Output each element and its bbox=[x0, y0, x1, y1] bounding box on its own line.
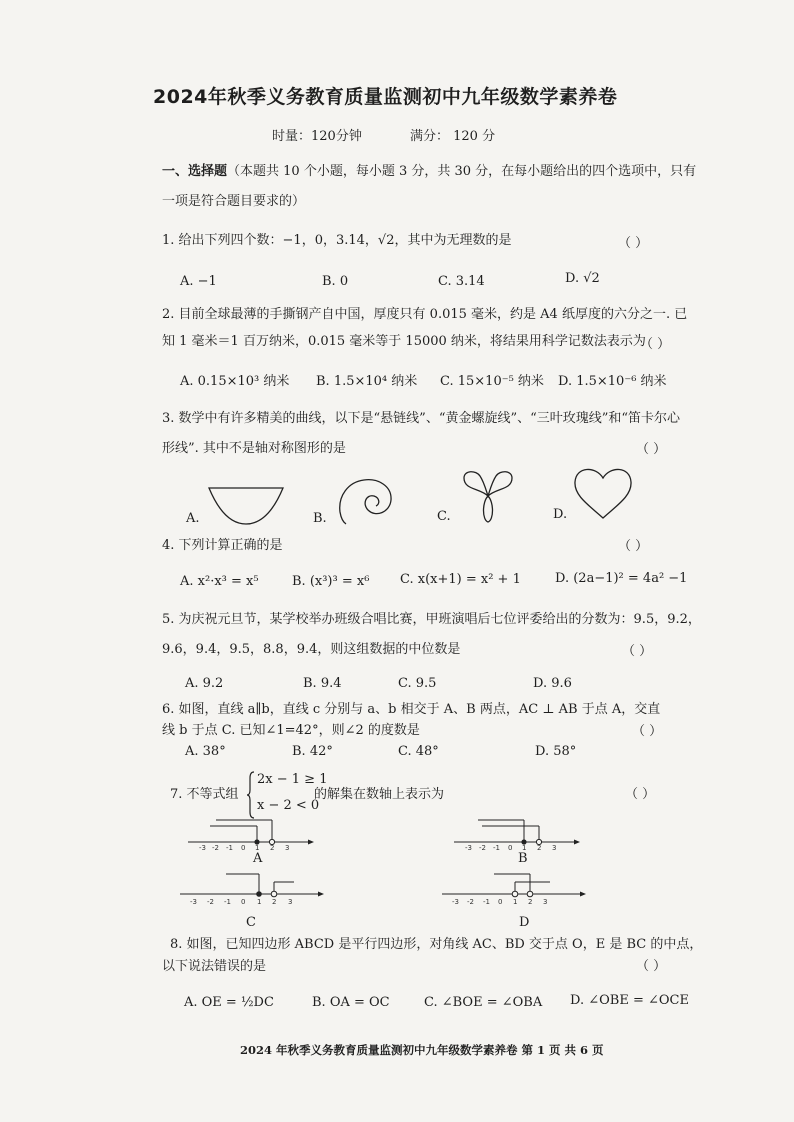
q6-answer-paren[interactable]: （ ） bbox=[632, 724, 663, 739]
q2-option-b: B. 1.5×10⁴ 纳米 bbox=[316, 374, 418, 389]
system-brace-icon bbox=[246, 770, 256, 820]
three-leaf-rose-figure bbox=[458, 468, 518, 524]
q8-option-d: D. ∠OBE = ∠OCE bbox=[570, 993, 689, 1008]
cardioid-figure bbox=[572, 464, 634, 520]
q6-option-b: B. 42° bbox=[292, 744, 333, 759]
q3-label-c: C. bbox=[437, 509, 451, 524]
number-line-d bbox=[440, 870, 590, 910]
section-instructions-line1 bbox=[162, 163, 696, 181]
number-line-label-d: D bbox=[519, 915, 530, 930]
number-line-label-c: C bbox=[246, 915, 256, 930]
section-heading: 一、选择题 bbox=[162, 164, 228, 179]
tick-label: 3 bbox=[552, 844, 557, 852]
q3-line1: 3. 数学中有许多精美的曲线，以下是“悬链线”、“黄金螺旋线”、“三叶玫瑰线”和“笛卡尔心 bbox=[162, 411, 681, 426]
q6-option-d: D. 58° bbox=[535, 744, 577, 759]
tick-label: -1 bbox=[224, 898, 231, 906]
number-line-label-b: B bbox=[518, 851, 528, 866]
q2-option-a: A. 0.15×10³ 纳米 bbox=[180, 374, 290, 389]
tick-label: -1 bbox=[493, 844, 500, 852]
q8-line2: 以下说法错误的是 bbox=[162, 959, 267, 974]
q5-option-d: D. 9.6 bbox=[533, 676, 572, 691]
catenary-figure bbox=[206, 480, 286, 526]
q3-label-a: A. bbox=[186, 511, 200, 526]
tick-label: 0 bbox=[241, 844, 246, 852]
q1-stem: 1. 给出下列四个数：−1，0，3.14，√2，其中为无理数的是 bbox=[162, 233, 512, 248]
q6-line2: 线 b 于点 C. 已知∠1=42°，则∠2 的度数是 bbox=[162, 723, 420, 738]
number-line-c bbox=[178, 870, 328, 910]
section-description: （本题共 10 个小题，每小题 3 分，共 30 分，在每小题给出的四个选项中，只有 bbox=[227, 164, 697, 179]
q8-option-b: B. OA = OC bbox=[312, 995, 390, 1010]
tick-label: 3 bbox=[543, 898, 548, 906]
q5-option-a: A. 9.2 bbox=[185, 676, 224, 691]
q6-option-c: C. 48° bbox=[398, 744, 439, 759]
q8-option-a: A. OE = ½DC bbox=[184, 995, 274, 1010]
q7-inequality-2: x − 2 < 0 bbox=[257, 798, 320, 813]
q2-option-d: D. 1.5×10⁻⁶ 纳米 bbox=[558, 374, 667, 389]
q2-option-c: C. 15×10⁻⁵ 纳米 bbox=[440, 374, 544, 389]
exam-title: 2024年秋季义务教育质量监测初中九年级数学素养卷 bbox=[153, 86, 618, 108]
section-instructions-line2: 一项是符合题目要求的） bbox=[162, 194, 306, 209]
q3-label-d: D. bbox=[553, 507, 568, 522]
q4-option-c: C. x(x+1) = x² + 1 bbox=[400, 572, 521, 587]
tick-label: 1 bbox=[513, 898, 518, 906]
q2-answer-paren[interactable]: （ ） bbox=[640, 337, 671, 352]
q5-answer-paren[interactable]: （ ） bbox=[622, 644, 653, 659]
golden-spiral-figure bbox=[334, 474, 400, 526]
q4-answer-paren[interactable]: （ ） bbox=[618, 539, 649, 554]
q7-inequality-1: 2x − 1 ≥ 1 bbox=[257, 772, 328, 787]
q4-option-b: B. (x³)³ = x⁶ bbox=[292, 574, 370, 589]
q4-stem: 4. 下列计算正确的是 bbox=[162, 538, 283, 553]
q4-option-d: D. (2a−1)² = 4a² −1 bbox=[555, 571, 688, 586]
tick-label: 3 bbox=[285, 844, 290, 852]
q1-option-d: D. √2 bbox=[565, 271, 600, 286]
tick-label: -2 bbox=[467, 898, 474, 906]
tick-label: 0 bbox=[508, 844, 513, 852]
q8-answer-paren[interactable]: （ ） bbox=[636, 959, 667, 974]
q5-option-c: C. 9.5 bbox=[398, 676, 437, 691]
tick-label: 2 bbox=[528, 898, 533, 906]
tick-label: -1 bbox=[483, 898, 490, 906]
tick-label: 1 bbox=[257, 898, 262, 906]
tick-label: 1 bbox=[255, 844, 260, 852]
tick-label: -2 bbox=[207, 898, 214, 906]
q2-line2: 知 1 毫米＝1 百万纳米，0.015 毫米等于 15000 纳米，将结果用科学记数法表示为 bbox=[162, 334, 646, 349]
tick-label: 1 bbox=[522, 844, 527, 852]
tick-label: -2 bbox=[212, 844, 219, 852]
q7-answer-paren[interactable]: （ ） bbox=[625, 787, 656, 802]
tick-label: 0 bbox=[241, 898, 246, 906]
q4-option-a: A. x²·x³ = x⁵ bbox=[180, 574, 259, 589]
tick-label: 0 bbox=[498, 898, 503, 906]
q1-option-b: B. 0 bbox=[322, 274, 349, 289]
q2-line1: 2. 目前全球最薄的手撕钢产自中国，厚度只有 0.015 毫米，约是 A4 纸厚度的六分之一. 已 bbox=[162, 307, 688, 322]
q3-answer-paren[interactable]: （ ） bbox=[636, 442, 667, 457]
q5-option-b: B. 9.4 bbox=[303, 676, 342, 691]
q8-option-c: C. ∠BOE = ∠OBA bbox=[424, 995, 543, 1010]
tick-label: -1 bbox=[226, 844, 233, 852]
tick-label: -2 bbox=[479, 844, 486, 852]
time-limit: 时量：120分钟 bbox=[272, 129, 362, 144]
tick-label: 2 bbox=[272, 898, 277, 906]
q8-line1: 8. 如图，已知四边形 ABCD 是平行四边形，对角线 AC、BD 交于点 O，E 是 BC 的中点， bbox=[170, 937, 703, 952]
q6-line1: 6. 如图，直线 a∥b，直线 c 分别与 a、b 相交于 A、B 两点，AC ⊥ AB 于点 A，交直 bbox=[162, 702, 661, 717]
tick-label: -3 bbox=[465, 844, 472, 852]
q5-line2: 9.6，9.4，9.5，8.8，9.4，则这组数据的中位数是 bbox=[162, 642, 461, 657]
q1-option-a: A. −1 bbox=[180, 274, 217, 289]
tick-label: -3 bbox=[190, 898, 197, 906]
q5-line1: 5. 为庆祝元旦节，某学校举办班级合唱比赛，甲班演唱后七位评委给出的分数为：9.5，9.2， bbox=[162, 612, 701, 627]
tick-label: 2 bbox=[537, 844, 542, 852]
q6-option-a: A. 38° bbox=[185, 744, 226, 759]
number-line-b bbox=[452, 816, 582, 852]
number-line-a bbox=[186, 816, 316, 852]
q7-suffix: 的解集在数轴上表示为 bbox=[314, 787, 445, 802]
tick-label: -3 bbox=[199, 844, 206, 852]
q3-label-b: B. bbox=[313, 511, 327, 526]
page-footer: 2024 年秋季义务教育质量监测初中九年级数学素养卷 第 1 页 共 6 页 bbox=[240, 1043, 604, 1057]
tick-label: -3 bbox=[452, 898, 459, 906]
number-line-label-a: A bbox=[253, 851, 263, 866]
q7-prefix: 7. 不等式组 bbox=[170, 787, 239, 802]
q3-line2: 形线”. 其中不是轴对称图形的是 bbox=[162, 441, 346, 456]
tick-label: 2 bbox=[270, 844, 275, 852]
full-score: 满分： 120 分 bbox=[410, 129, 496, 144]
tick-label: 3 bbox=[288, 898, 293, 906]
q1-option-c: C. 3.14 bbox=[438, 274, 485, 289]
q1-answer-paren[interactable]: （ ） bbox=[618, 236, 649, 251]
